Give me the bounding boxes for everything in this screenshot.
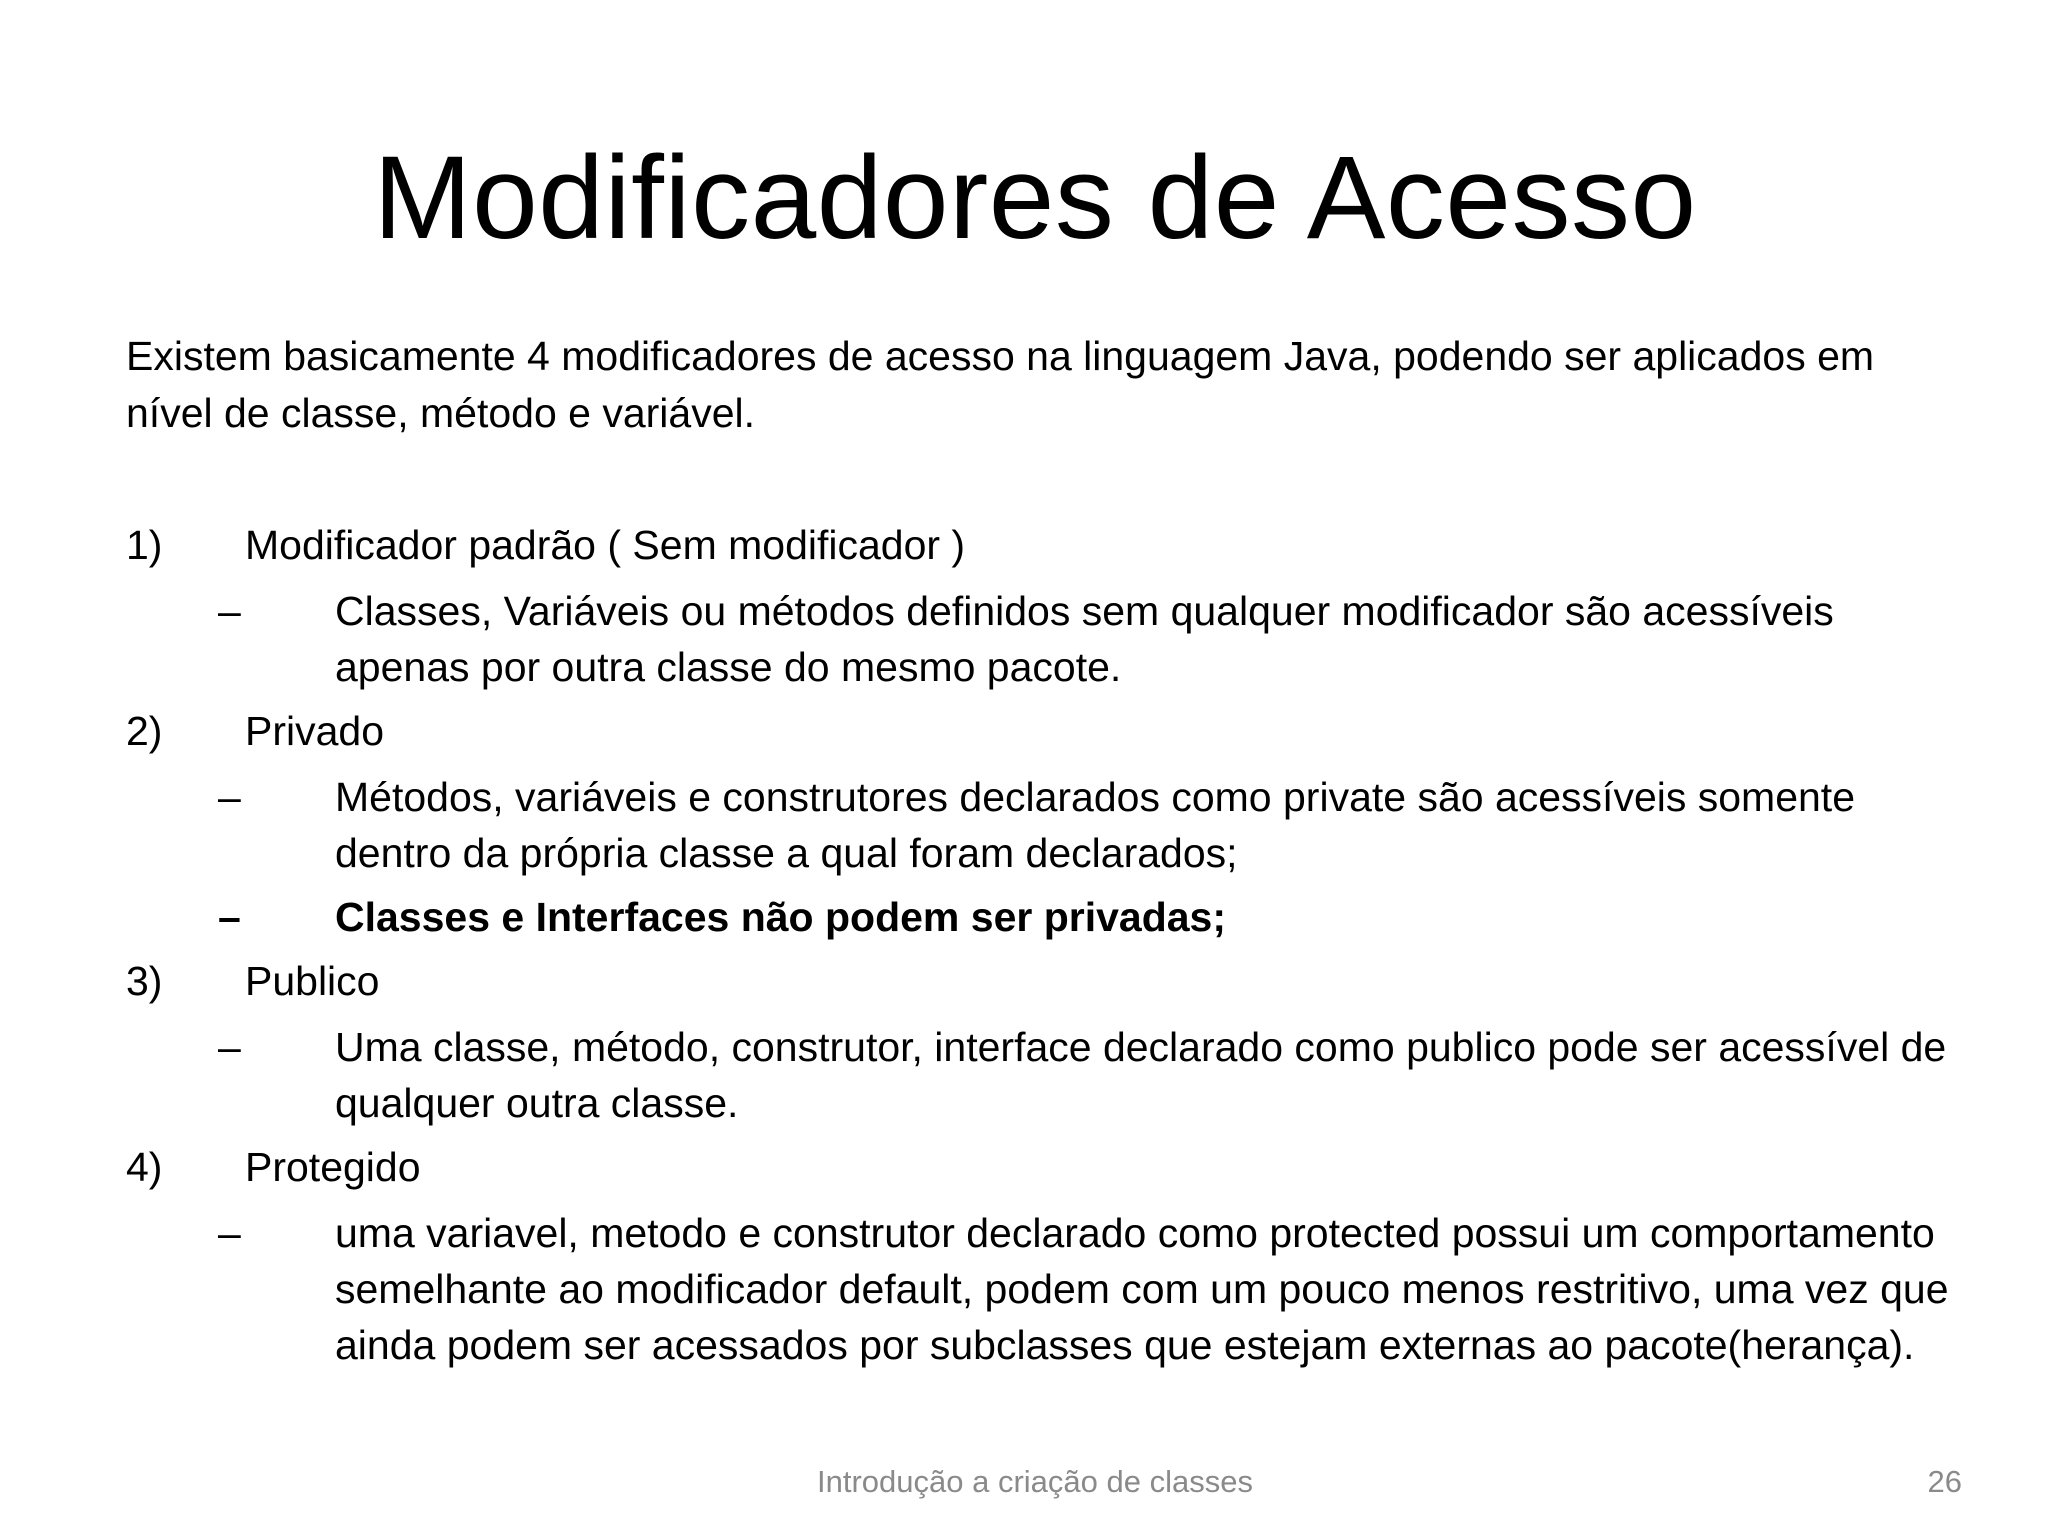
list-item-number: 2)	[126, 708, 163, 754]
dash-bullet: –	[218, 774, 241, 820]
dash-bullet: –	[218, 588, 241, 634]
dash-bullet: –	[218, 1024, 241, 1070]
sub-item	[126, 583, 1956, 695]
list-item-number: 1)	[126, 522, 163, 568]
sub-item-bold	[126, 889, 1956, 945]
list-item-4	[126, 1139, 1956, 1373]
sub-item	[126, 769, 1956, 881]
sub-item-text: Métodos, variáveis e construtores declarados como private são acessíveis somente dentro da própria classe a qual foram declarados;	[335, 774, 1856, 876]
sub-item-text: uma variavel, metodo e construtor declarado como protected possui um comportamento semelhante ao modificador default, podem com um pouco menos restritivo, uma vez que ainda podem ser acessados por subclasses que estejam externas ao pacote(herança).	[335, 1210, 1949, 1368]
sub-item-text: Uma classe, método, construtor, interface declarado como publico pode ser acessível de qualquer outra classe.	[335, 1024, 1947, 1126]
list-item-heading	[126, 517, 1956, 574]
list-item-heading	[126, 1139, 1956, 1196]
list-item-heading	[126, 953, 1956, 1010]
intro-paragraph: Existem basicamente 4 modificadores de acesso na linguagem Java, podendo ser aplicados em nível de classe, método e variável.	[126, 333, 1875, 436]
dash-bullet: –	[218, 894, 241, 940]
list-item-label: Modificador padrão ( Sem modificador )	[245, 522, 966, 568]
list-item-3	[126, 953, 1956, 1131]
sub-item	[126, 1019, 1956, 1131]
dash-bullet: –	[218, 1210, 241, 1256]
list-item-number: 4)	[126, 1144, 163, 1190]
list-item-2	[126, 703, 1956, 945]
list-item-label: Publico	[245, 958, 380, 1004]
sub-item-text: Classes, Variáveis ou métodos definidos sem qualquer modificador são acessíveis apenas por outra classe do mesmo pacote.	[335, 588, 1834, 690]
sub-item-text: Classes e Interfaces não podem ser privadas;	[335, 894, 1227, 940]
slide-title: Modificadores de Acesso	[373, 132, 1697, 264]
list-item-heading	[126, 703, 1956, 760]
list-item-number: 3)	[126, 958, 163, 1004]
list-item-label: Protegido	[245, 1144, 421, 1190]
list-item-1	[126, 517, 1956, 695]
slide-footer: Introdução a criação de classes	[817, 1464, 1253, 1499]
page-number: 26	[1927, 1464, 1962, 1499]
modifier-list	[126, 517, 1956, 1381]
list-item-label: Privado	[245, 708, 385, 754]
sub-item	[126, 1205, 1956, 1373]
